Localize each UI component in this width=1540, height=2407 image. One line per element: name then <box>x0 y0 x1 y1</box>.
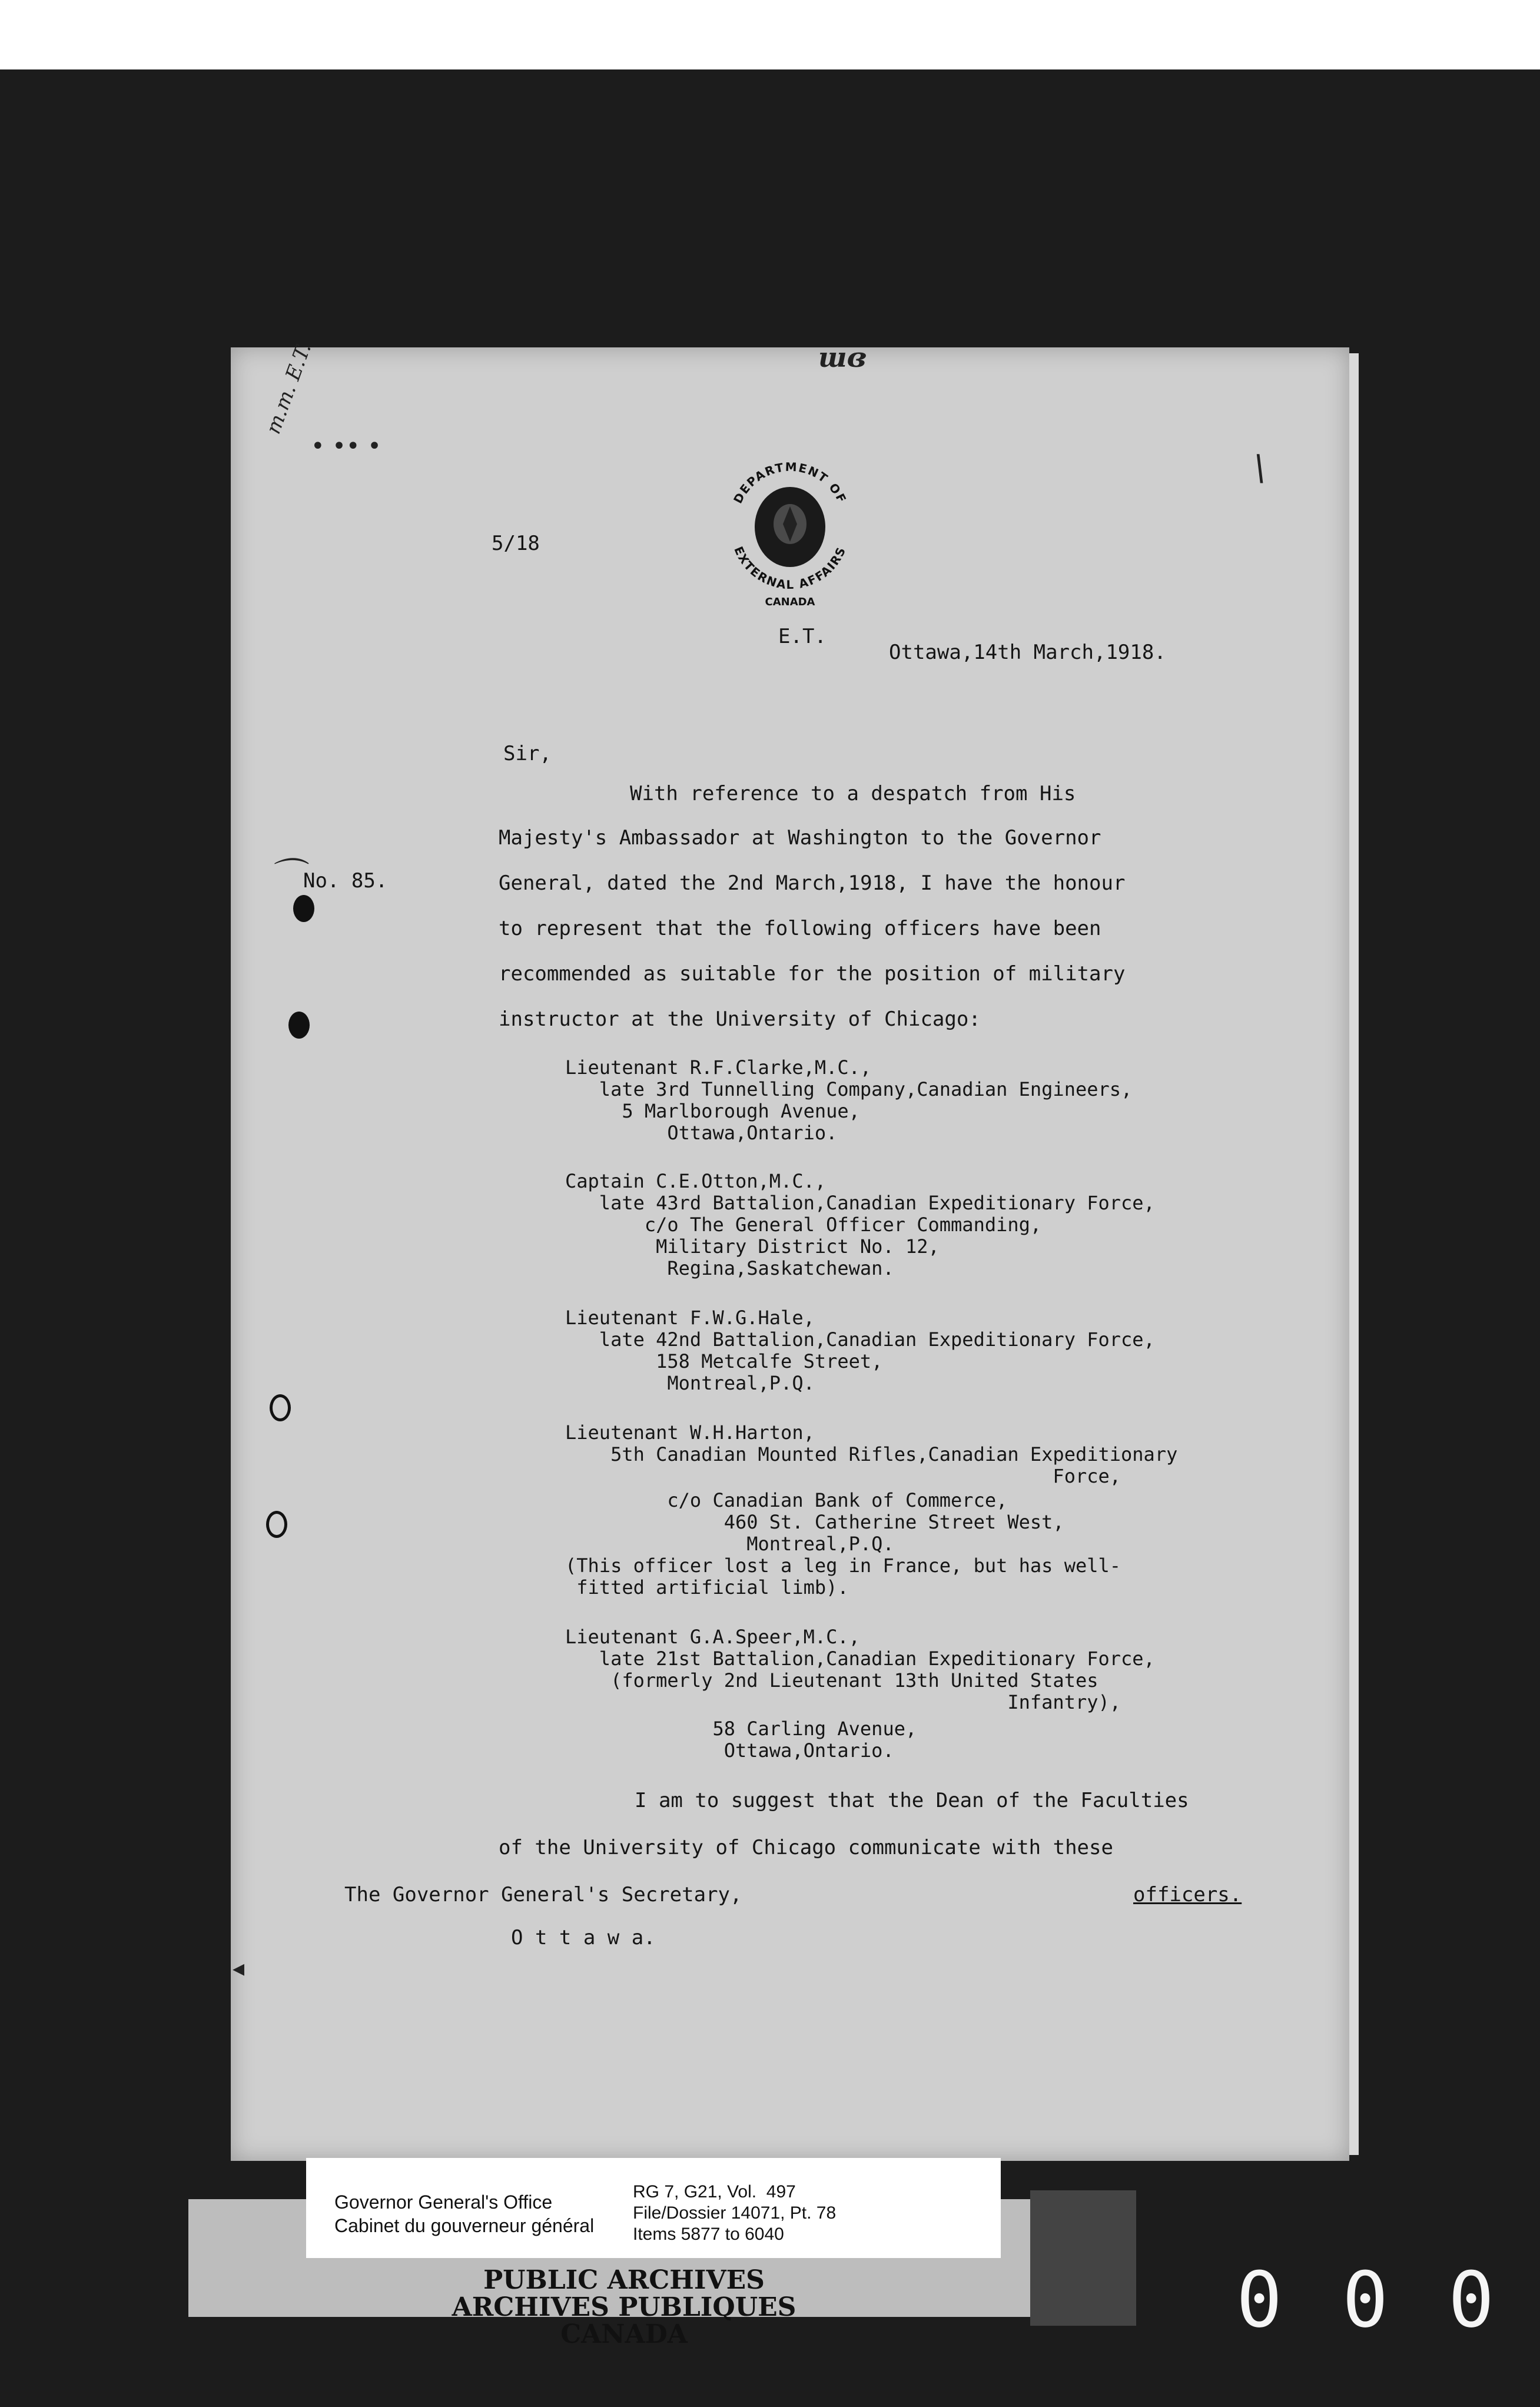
officer-5-line-1: Lieutenant G.A.Speer,M.C., <box>565 1626 860 1648</box>
officer-1-line-3: 5 Marlborough Avenue, <box>565 1100 860 1122</box>
office-en: Governor General's Office <box>334 2192 553 2213</box>
officer-3-line-4: Montreal,P.Q. <box>565 1372 815 1394</box>
officer-1-line-4: Ottawa,Ontario. <box>565 1122 838 1144</box>
frame-digit-2: 0 <box>1342 2255 1389 2345</box>
handwritten-dots: • •• • <box>311 433 381 460</box>
punch-hole <box>288 1012 310 1039</box>
office-fr: Cabinet du gouverneur général <box>334 2215 595 2236</box>
body-line-5: recommended as suitable for the position of military <box>499 962 1126 986</box>
margin-reference: No. 85. <box>303 869 388 893</box>
ref-line-1: RG 7, G21, Vol. 497 <box>633 2182 796 2202</box>
page-edge <box>1348 353 1359 2155</box>
officer-4-line-2: 5th Canadian Mounted Rifles,Canadian Expeditionary <box>565 1443 1178 1466</box>
officer-5-line-3: (formerly 2nd Lieutenant 13th United States <box>565 1669 1098 1692</box>
punch-hole <box>266 1511 287 1538</box>
ref-line-3: Items 5877 to 6040 <box>633 2224 784 2244</box>
officer-1-line-2: late 3rd Tunnelling Company,Canadian Engineers, <box>565 1078 1133 1100</box>
punch-hole <box>270 1394 291 1421</box>
margin-bracket: ⌒ <box>268 856 303 897</box>
officer-4-line-4: c/o Canadian Bank of Commerce, <box>565 1489 1008 1511</box>
handwritten-initials: m.m. E.T. <box>261 340 316 437</box>
archives-stamp <box>447 2267 801 2348</box>
officer-5-line-6: Ottawa,Ontario. <box>565 1739 894 1762</box>
officer-1-line-1: Lieutenant R.F.Clarke,M.C., <box>565 1056 872 1079</box>
archives-stamp-line-3: CANADA <box>560 2319 688 2349</box>
officer-2-line-3: c/o The General Officer Commanding, <box>565 1214 1042 1236</box>
body-line-3: General, dated the 2nd March,1918, I have the honour <box>499 871 1126 895</box>
body-line-1: With reference to a despatch from His <box>630 782 1076 805</box>
addressee-city: O t t a w a. <box>511 1926 656 1950</box>
officer-2-line-1: Captain C.E.Otton,M.C., <box>565 1170 827 1192</box>
ref-line-2: File/Dossier 14071, Pt. 78 <box>633 2203 837 2223</box>
film-top-strip <box>0 0 1540 69</box>
officer-4-line-5: 460 St. Catherine Street West, <box>565 1511 1064 1533</box>
officer-5-line-4: Infantry), <box>565 1691 1121 1713</box>
closing-last-word: officers. <box>1133 1883 1242 1907</box>
body-line-4: to represent that the following officers have been <box>499 917 1101 940</box>
archive-label-shadow <box>1030 2190 1136 2326</box>
officer-4-line-7: (This officer lost a leg in France, but has well- <box>565 1554 1121 1577</box>
frame-digit-1: 0 <box>1236 2255 1283 2345</box>
body-line-6: instructor at the University of Chicago: <box>499 1007 981 1031</box>
department-seal <box>719 442 861 618</box>
archives-stamp-line-1: PUBLIC ARCHIVES <box>483 2265 765 2295</box>
body-line-2: Majesty's Ambassador at Washington to the Governor <box>499 826 1101 850</box>
officer-5-line-5: 58 Carling Avenue, <box>565 1718 917 1740</box>
officer-3-line-3: 158 Metcalfe Street, <box>565 1350 883 1372</box>
officer-4-line-3: Force, <box>565 1465 1121 1487</box>
officer-3-line-1: Lieutenant F.W.G.Hale, <box>565 1307 815 1329</box>
handwritten-mark-top: ɯɞ <box>818 342 867 373</box>
officer-2-line-5: Regina,Saskatchewan. <box>565 1257 894 1279</box>
officer-4-line-6: Montreal,P.Q. <box>565 1533 894 1555</box>
date-line: Ottawa,14th March,1918. <box>889 641 1166 664</box>
punch-hole <box>293 895 314 922</box>
file-reference: 5/18 <box>492 532 540 555</box>
officer-2-line-4: Military District No. 12, <box>565 1235 940 1258</box>
archive-office <box>334 2190 594 2237</box>
officer-5-line-2: late 21st Battalion,Canadian Expeditionary Force, <box>565 1647 1155 1670</box>
closing-line-2: of the University of Chicago communicate with these <box>499 1836 1113 1859</box>
officer-2-line-2: late 43rd Battalion,Canadian Expeditionary Force, <box>565 1192 1155 1214</box>
seal-country: CANADA <box>765 596 815 608</box>
archives-stamp-line-2: ARCHIVES PUBLIQUES <box>452 2292 796 2322</box>
seal-top-text: DEPARTMENT OF <box>731 459 849 506</box>
addressee: The Governor General's Secretary, <box>344 1883 742 1907</box>
frame-digit-3: 0 <box>1448 2255 1495 2345</box>
archive-reference <box>633 2181 836 2245</box>
officer-4-line-1: Lieutenant W.H.Harton, <box>565 1421 815 1444</box>
closing-line-1: I am to suggest that the Dean of the Faculties <box>635 1789 1189 1812</box>
salutation: Sir, <box>503 742 552 765</box>
typist-initials: E.T. <box>778 625 827 648</box>
officer-3-line-2: late 42nd Battalion,Canadian Expeditionary Force, <box>565 1328 1155 1351</box>
seal-bottom-text: EXTERNAL AFFAIRS <box>731 544 849 592</box>
handwritten-tick: \ <box>1254 447 1266 489</box>
officer-4-line-8: fitted artificial limb). <box>565 1576 849 1599</box>
margin-smudge: ◂ <box>233 1955 245 1982</box>
